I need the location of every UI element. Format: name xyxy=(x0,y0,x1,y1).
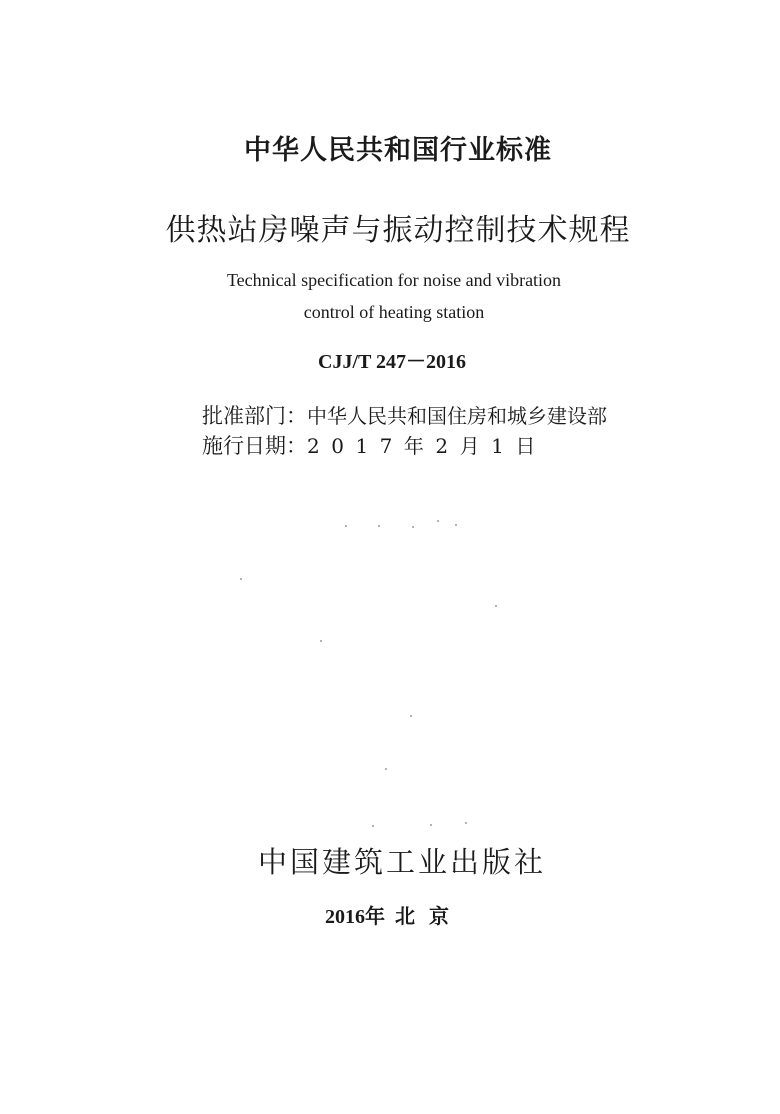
approval-label: 批准部门： xyxy=(202,404,307,428)
document-title-chinese: 供热站房噪声与振动控制技术规程 xyxy=(165,213,631,248)
publisher-name: 中国建筑工业出版社 xyxy=(257,845,546,879)
scan-speck xyxy=(410,715,412,717)
scan-speck xyxy=(412,526,414,528)
publication-year: 2016年 xyxy=(325,906,385,928)
scan-speck xyxy=(437,520,439,522)
effective-date xyxy=(202,430,547,460)
publication-city: 北京 xyxy=(395,906,463,928)
document-title-english-line2: control of heating station xyxy=(303,302,485,322)
series-title: 中华人民共和国行业标准 xyxy=(244,135,552,166)
scan-speck xyxy=(320,640,322,642)
approval-value: 中华人民共和国住房和城乡建设部 xyxy=(307,404,607,428)
scan-speck xyxy=(345,525,347,527)
scan-speck xyxy=(465,822,467,824)
scan-speck xyxy=(378,525,380,527)
scan-speck xyxy=(455,524,457,526)
publication-info xyxy=(4,900,780,929)
scan-speck xyxy=(385,768,387,770)
effective-label: 施行日期： xyxy=(202,434,307,458)
effective-value: 2017年2月1日 xyxy=(307,434,547,458)
scan-speck xyxy=(495,605,497,607)
approval-department xyxy=(202,400,607,430)
scan-speck xyxy=(240,578,242,580)
standard-code: CJJ/T 247－2016 xyxy=(318,351,466,373)
scan-speck xyxy=(430,824,432,826)
document-title-english-line1: Technical specification for noise and vibration xyxy=(226,270,562,290)
scan-speck xyxy=(372,825,374,827)
